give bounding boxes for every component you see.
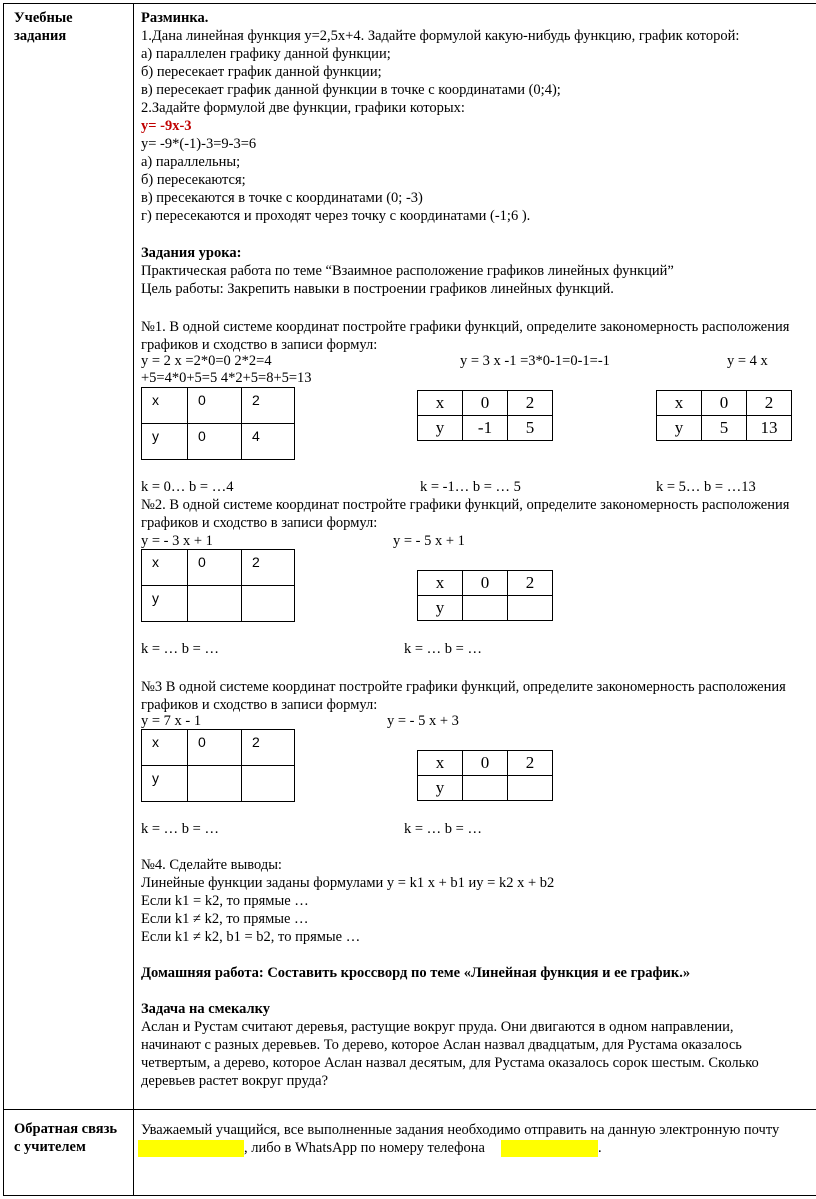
task1-line: +5=4*0+5=5 4*2+5=8+5=13 <box>141 370 312 386</box>
phone-highlight-blank[interactable] <box>501 1140 598 1157</box>
task2-table-1 <box>141 549 295 622</box>
task1-formula-1: у = 2 х =2*0=0 2*2=4 <box>141 353 272 369</box>
task1-kb-3: k = 5… b = …13 <box>656 479 756 495</box>
task3-table-2 <box>417 750 553 801</box>
table-cell: х <box>142 730 188 766</box>
warmup-line: в) пресекаются в точке с координатами (0; -3) <box>141 190 423 206</box>
task2-line: графиков и сходство в записи формул: <box>141 515 378 531</box>
lesson-line: Цель работы: Закрепить навыки в построении графиков линейных функций. <box>141 281 614 297</box>
warmup-answer-red: у= -9х-3 <box>141 118 192 134</box>
task4-line: №4. Сделайте выводы: <box>141 857 282 873</box>
task1-line: №1. В одной системе координат постройте графики функций, определите закономерность расположения <box>141 319 790 335</box>
task1-formula-3: у = 4 х <box>727 353 768 369</box>
table-cell: -1 <box>463 416 508 441</box>
warmup-title: Разминка. <box>141 10 209 26</box>
warmup-line: а) параллелен графику данной функции; <box>141 46 391 62</box>
table-cell: 5 <box>702 416 747 441</box>
task1-table-2 <box>417 390 553 441</box>
table-cell: у <box>418 596 463 621</box>
warmup-line: б) пересекаются; <box>141 172 246 188</box>
email-highlight-blank[interactable] <box>138 1140 244 1157</box>
table-cell: 0 <box>463 751 508 776</box>
table-cell: 2 <box>747 391 792 416</box>
task4-line: Если k1 = k2, то прямые … <box>141 893 309 909</box>
table-cell: 0 <box>463 571 508 596</box>
table-cell: 2 <box>508 391 553 416</box>
warmup-line: г) пересекаются и проходят через точку с координатами (-1;6 ). <box>141 208 531 224</box>
table-cell <box>463 596 508 621</box>
table-cell: 2 <box>242 730 295 766</box>
task2-table-2 <box>417 570 553 621</box>
table-column-divider <box>133 3 134 1196</box>
table-cell <box>188 766 242 802</box>
task1-table-3 <box>656 390 792 441</box>
tasks-label-line2: задания <box>14 28 67 44</box>
warmup-line: б) пересекает график данной функции; <box>141 64 382 80</box>
task1-table-1 <box>141 387 295 460</box>
table-cell <box>463 776 508 801</box>
puzzle-title: Задача на смекалку <box>141 1001 270 1017</box>
task3-formula-2: у = - 5 х + 3 <box>387 713 459 729</box>
task1-formula-2: у = 3 х -1 =3*0-1=0-1=-1 <box>460 353 610 369</box>
table-cell: х <box>418 571 463 596</box>
task4-line: Линейные функции заданы формулами у = k1 х + b1 иу = k2 х + b2 <box>141 875 555 891</box>
table-cell <box>188 586 242 622</box>
task3-kb-1: k = … b = … <box>141 821 219 837</box>
puzzle-line: Аслан и Рустам считают деревья, растущие вокруг пруда. Они двигаются в одном направлении, <box>141 1019 734 1035</box>
task2-kb-2: k = … b = … <box>404 641 482 657</box>
tasks-label-line1: Учебные <box>14 10 73 26</box>
warmup-line: а) параллельны; <box>141 154 241 170</box>
puzzle-line: деревьев растет вокруг пруда? <box>141 1073 329 1089</box>
feedback-label-line2: с учителем <box>14 1139 86 1155</box>
table-row-divider <box>3 1109 816 1110</box>
table-cell <box>242 586 295 622</box>
task3-kb-2: k = … b = … <box>404 821 482 837</box>
warmup-line: 2.Задайте формулой две функции, графики которых: <box>141 100 465 116</box>
task3-table-1 <box>141 729 295 802</box>
table-cell: х <box>418 751 463 776</box>
task4-line: Если k1 ≠ k2, b1 = b2, то прямые … <box>141 929 361 945</box>
table-cell: у <box>418 776 463 801</box>
feedback-label-line1: Обратная связь <box>14 1121 118 1137</box>
table-cell: 13 <box>747 416 792 441</box>
task3-line: графиков и сходство в записи формул: <box>141 697 378 713</box>
table-cell: 2 <box>508 751 553 776</box>
task1-kb-1: k = 0… b = …4 <box>141 479 234 495</box>
table-cell: 2 <box>508 571 553 596</box>
task3-line: №3 В одной системе координат постройте графики функций, определите закономерность расположения <box>141 679 786 695</box>
task2-line: №2. В одной системе координат постройте графики функций, определите закономерность расположения <box>141 497 790 513</box>
table-cell: 2 <box>242 388 295 424</box>
table-border-bottom <box>3 1195 816 1196</box>
task4-line: Если k1 ≠ k2, то прямые … <box>141 911 309 927</box>
task2-formula-1: у = - 3 х + 1 <box>141 533 213 549</box>
warmup-line: в) пересекает график данной функции в точке с координатами (0;4); <box>141 82 561 98</box>
task2-formula-2: у = - 5 х + 1 <box>393 533 465 549</box>
table-cell: 0 <box>188 424 242 460</box>
table-cell: 0 <box>702 391 747 416</box>
table-cell <box>508 596 553 621</box>
table-cell: 0 <box>188 730 242 766</box>
table-border-left <box>3 3 4 1196</box>
table-cell: 2 <box>242 550 295 586</box>
warmup-line: 1.Дана линейная функция у=2,5х+4. Задайте формулой какую-нибудь функцию, график которой: <box>141 28 740 44</box>
lesson-title: Задания урока: <box>141 245 242 261</box>
table-cell: х <box>142 550 188 586</box>
table-cell: у <box>142 766 188 802</box>
table-cell <box>508 776 553 801</box>
feedback-period: . <box>598 1140 602 1156</box>
table-cell: 0 <box>188 550 242 586</box>
table-cell: 5 <box>508 416 553 441</box>
table-cell: х <box>142 388 188 424</box>
table-border-top <box>3 3 816 4</box>
table-cell: у <box>657 416 702 441</box>
homework: Домашняя работа: Составить кроссворд по теме «Линейная функция и ее график.» <box>141 965 691 981</box>
table-cell: 0 <box>463 391 508 416</box>
table-cell: у <box>418 416 463 441</box>
feedback-line: Уважаемый учащийся, все выполненные задания необходимо отправить на данную электронную почту <box>141 1122 780 1138</box>
table-cell <box>242 766 295 802</box>
warmup-line: у= -9*(-1)-3=9-3=6 <box>141 136 257 152</box>
task1-line: графиков и сходство в записи формул: <box>141 337 378 353</box>
puzzle-line: четвертым, а дерево, которое Аслан назвал десятым, для Рустама оказалось сорок шестым. Сколько <box>141 1055 759 1071</box>
lesson-line: Практическая работа по теме “Взаимное расположение графиков линейных функций” <box>141 263 674 279</box>
task3-formula-1: у = 7 х - 1 <box>141 713 202 729</box>
table-cell: 0 <box>188 388 242 424</box>
puzzle-line: начинают с разных деревьев. То дерево, которое Аслан назвал двадцатым, для Рустама оказалось <box>141 1037 742 1053</box>
task1-kb-2: k = -1… b = … 5 <box>420 479 521 495</box>
table-cell: у <box>142 424 188 460</box>
table-cell: 4 <box>242 424 295 460</box>
feedback-line: , либо в WhatsApp по номеру телефона <box>244 1140 485 1156</box>
table-cell: х <box>418 391 463 416</box>
table-cell: х <box>657 391 702 416</box>
table-cell: у <box>142 586 188 622</box>
task2-kb-1: k = … b = … <box>141 641 219 657</box>
